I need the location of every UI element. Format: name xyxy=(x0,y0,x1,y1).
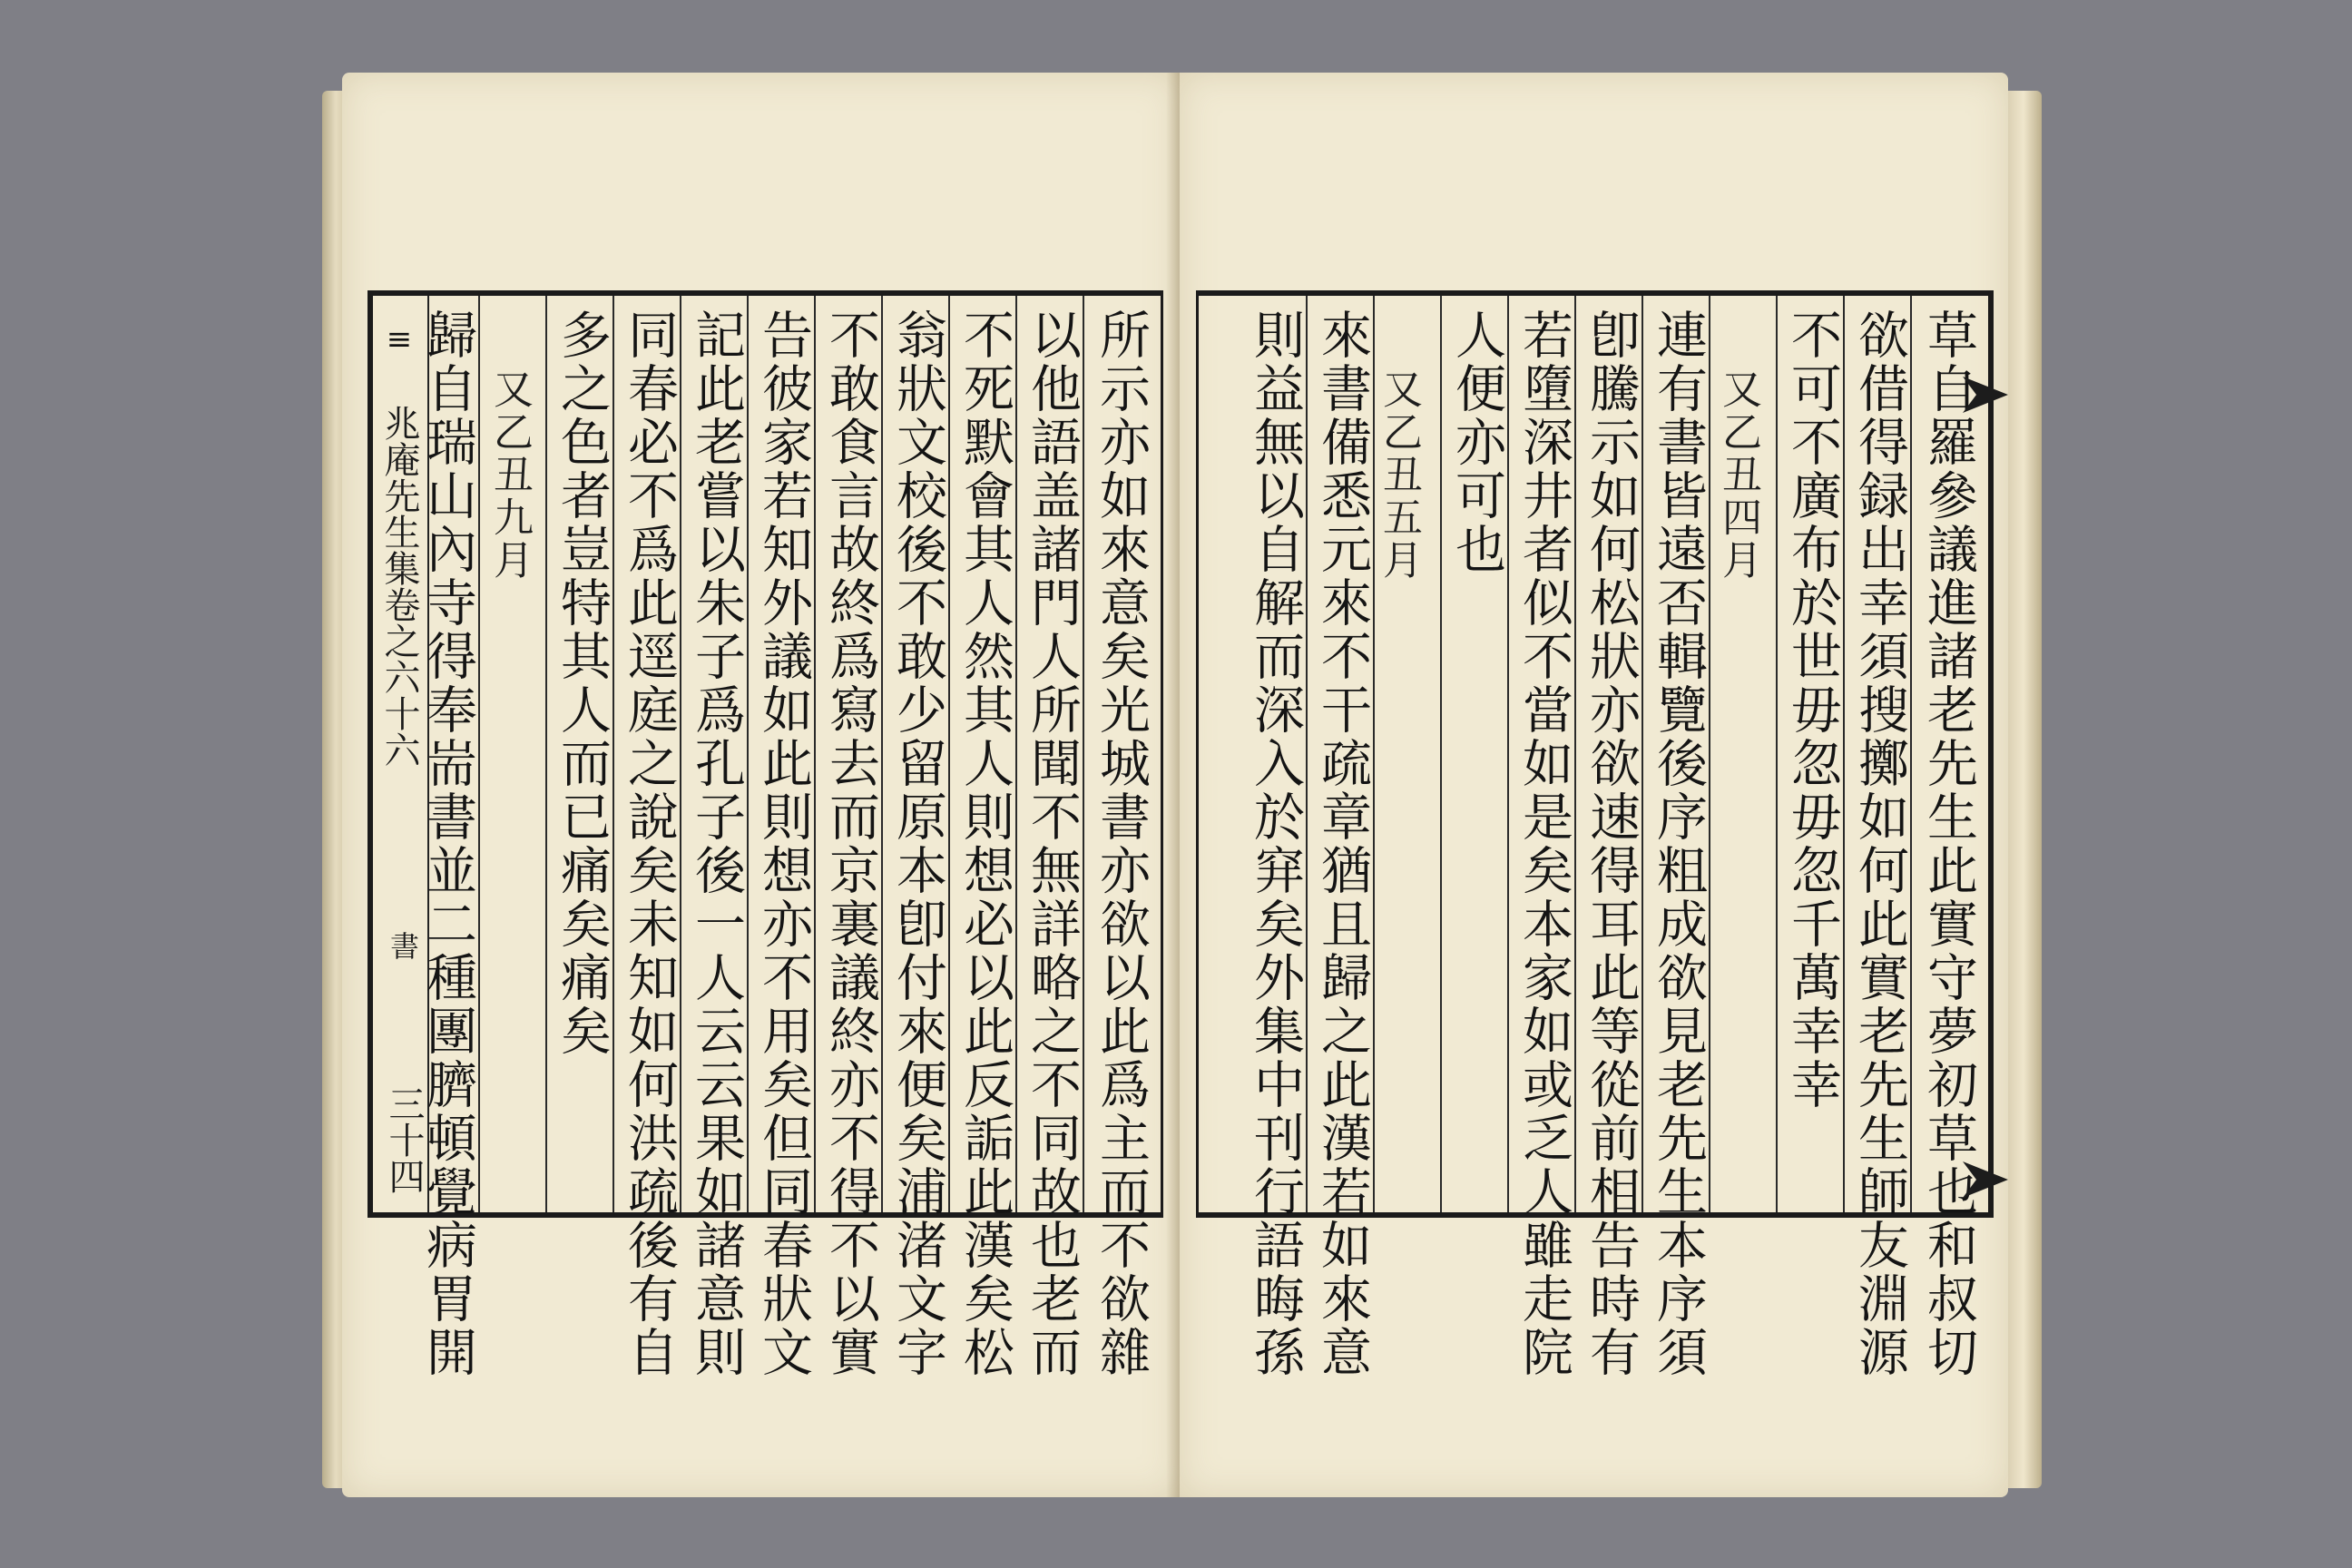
column-rule xyxy=(545,296,547,1212)
text-column: 則益無以自解而深入於穽矣外集中刊行語晦孫 xyxy=(1246,309,1305,1379)
banxin-book-title: 兆庵先生集卷之六十六 xyxy=(378,405,420,768)
column-rule xyxy=(1574,296,1576,1212)
column-rule xyxy=(1776,296,1778,1212)
column-rule xyxy=(1306,296,1308,1212)
column-rule xyxy=(948,296,950,1212)
text-column: 同春必不爲此逕庭之說矣未知如何洪疏後有自 xyxy=(620,309,679,1379)
text-column: 翁狀文校後不敢少留原本卽付來便矣浦渚文字 xyxy=(888,309,947,1379)
text-column: 來書備悉元來不干疏章猶且歸之此漢若如來意 xyxy=(1313,309,1372,1379)
text-column: 不死默會其人然其人則想必以此反詬此漢矣松 xyxy=(956,309,1014,1379)
open-book xyxy=(322,73,2042,1497)
column-rule xyxy=(1440,296,1442,1212)
left-text-frame xyxy=(368,290,1163,1379)
text-column: 所示亦如來意矣光城書亦欲以此爲主而不欲雜 xyxy=(1092,309,1151,1379)
fish-tail-ornament-icon: ≡ xyxy=(386,321,413,358)
letter-date-heading: 又乙丑五月 xyxy=(1376,368,1422,582)
left-page xyxy=(342,73,1180,1497)
column-rule xyxy=(881,296,883,1212)
right-page-edges xyxy=(2005,91,2042,1488)
column-rule xyxy=(747,296,749,1212)
banxin-page-number: 三十四 xyxy=(383,1085,425,1194)
text-column: 若墮深井者似不當如是矣本家如或乏人雖走院 xyxy=(1514,309,1573,1379)
text-column: 連有書皆遠否輯覽後序粗成欲見老先生本序須 xyxy=(1649,309,1708,1379)
column-rule xyxy=(1709,296,1710,1212)
column-rule xyxy=(1015,296,1017,1212)
letter-date-heading: 又乙丑九月 xyxy=(486,368,533,582)
right-page xyxy=(1180,73,2008,1497)
column-rule xyxy=(1910,296,1912,1212)
banxin-section: 書 xyxy=(386,931,420,960)
text-column: 人便亦可也 xyxy=(1447,309,1506,576)
column-rule xyxy=(1373,296,1375,1212)
text-column: 多之色者豈特其人而已痛矣痛矣 xyxy=(553,309,612,1058)
column-rule xyxy=(612,296,614,1212)
letter-date-heading: 又乙丑四月 xyxy=(1715,368,1761,582)
text-column: 記此老嘗以朱子爲孔子後一人云云果如諸意則 xyxy=(687,309,746,1379)
text-column: 以他語盖諸門人所聞不無詳略之不同故也老而 xyxy=(1023,309,1082,1379)
text-column: 不敢食言故終爲寫去而京裏議終亦不得不以實 xyxy=(821,309,880,1379)
column-rule xyxy=(814,296,816,1212)
column-rule xyxy=(680,296,681,1212)
column-rule xyxy=(1507,296,1509,1212)
text-column: 不可不廣布於世毋忽毋忽千萬幸幸 xyxy=(1783,309,1842,1112)
right-text-frame xyxy=(1196,290,1994,1379)
column-rule xyxy=(478,296,480,1212)
column-rule xyxy=(1843,296,1845,1212)
text-column: 草自羅參議進諸老先生此實守夢初草也和叔切 xyxy=(1919,309,1978,1379)
text-column: 歸自瑞山內寺得奉耑書並二種團臍頓覺病胃開 xyxy=(418,309,477,1379)
text-column: 卽騰示如何松狀亦欲速得耳此等從前相告時有 xyxy=(1582,309,1641,1379)
text-column: 欲借得録出幸須搜擲如何此實老先生師友淵源 xyxy=(1850,309,1909,1379)
text-column: 告彼家若知外議如此則想亦不用矣但同春狀文 xyxy=(754,309,813,1379)
column-rule xyxy=(1083,296,1084,1212)
column-rule xyxy=(1642,296,1643,1212)
